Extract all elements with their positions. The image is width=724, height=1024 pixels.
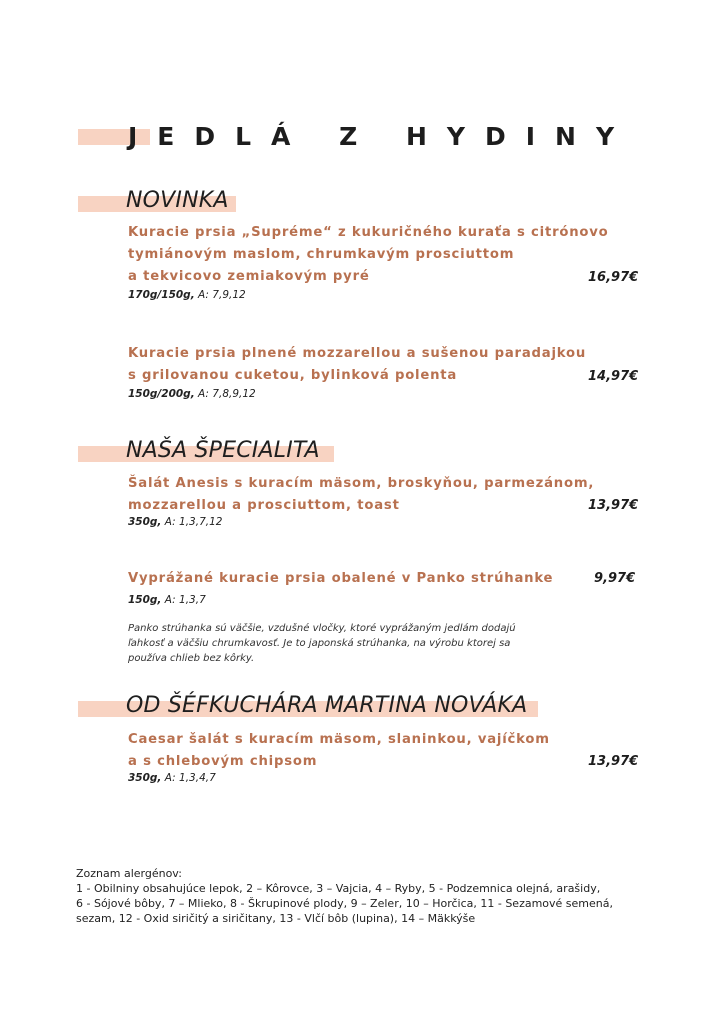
dish-allergens: A: 1,3,4,7 [164,772,216,784]
section-heading-novinka: NOVINKA [126,188,229,213]
dish-weight: 350g, [128,772,162,784]
dish-meta [128,772,216,784]
dish-name [128,343,586,387]
note-line: ľahkosť a väčšiu chrumkavosť. Je to japonská strúhanka, na výrobu ktorej sa [128,638,511,649]
page-title: JEDLÁ Z HYDINY [128,122,635,151]
section-heading-chef: OD ŠÉFKUCHÁRA MARTINA NOVÁKA [126,693,528,718]
dish-meta [128,594,206,606]
note-line: používa chlieb bez kôrky. [128,653,255,664]
dish-weight: 170g/150g, [128,289,195,301]
dish-meta [128,388,256,400]
dish-weight: 150g, [128,594,162,606]
allergen-list-heading: Zoznam alergénov: [76,867,182,880]
dish-allergens: A: 7,9,12 [198,289,246,301]
dish-allergens: A: 1,3,7,12 [164,516,223,528]
dish-name-line: Kuracie prsia „Supréme“ z kukuričného kuraťa s citrónovo [128,225,609,240]
dish-meta [128,516,222,528]
dish-name [128,222,609,288]
note-line: Panko strúhanka sú väčšie, vzdušné vločky, ktoré vyprážaným jedlám dodajú [128,623,516,634]
dish-price: 16,97€ [588,270,639,285]
dish-allergens: A: 1,3,7 [164,594,206,606]
dish-name-line: Vyprážané kuracie prsia obalené v Panko strúhanke [128,571,554,586]
dish-name-line: Caesar šalát s kuracím mäsom, slaninkou, vajíčkom [128,732,550,747]
dish-price: 13,97€ [588,754,639,769]
allergen-list [76,866,676,926]
section-heading-specialita: NAŠA ŠPECIALITA [126,438,320,463]
dish-weight: 350g, [128,516,162,528]
dish-name-line: s grilovanou cuketou, bylinková polenta [128,368,458,383]
dish-name-line: Kuracie prsia plnené mozzarellou a sušenou paradajkou [128,346,587,361]
dish-name-line: a tekvicovo zemiakovým pyré [128,269,370,284]
dish-name-line: Šalát Anesis s kuracím mäsom, broskyňou, parmezánom, [128,476,595,491]
dish-name [128,473,594,517]
dish-name [128,729,550,773]
dish-price: 9,97€ [594,571,636,586]
dish-name-line: a s chlebovým chipsom [128,754,318,769]
allergen-list-line: sezam, 12 - Oxid siričitý a siričitany, 13 - Vlčí bôb (lupina), 14 – Mäkkýše [76,912,476,925]
allergen-list-line: 1 - Obilniny obsahujúce lepok, 2 – Kôrovce, 3 – Vajcia, 4 – Ryby, 5 - Podzemnica olejná, arašidy, [76,882,601,895]
dish-price: 14,97€ [588,369,639,384]
dish-price: 13,97€ [588,498,639,513]
allergen-list-line: 6 - Sójové bôby, 7 – Mlieko, 8 - Škrupinové plody, 9 – Zeler, 10 – Horčica, 11 - Sezamové semená, [76,897,613,910]
dish-meta [128,289,246,301]
dish-allergens: A: 7,8,9,12 [198,388,256,400]
dish-weight: 150g/200g, [128,388,195,400]
dish-name-line: mozzarellou a prosciuttom, toast [128,498,400,513]
dish-description-note [128,621,588,666]
dish-name-line: tymiánovým maslom, chrumkavým prosciuttom [128,247,515,262]
dish-name [128,568,553,590]
